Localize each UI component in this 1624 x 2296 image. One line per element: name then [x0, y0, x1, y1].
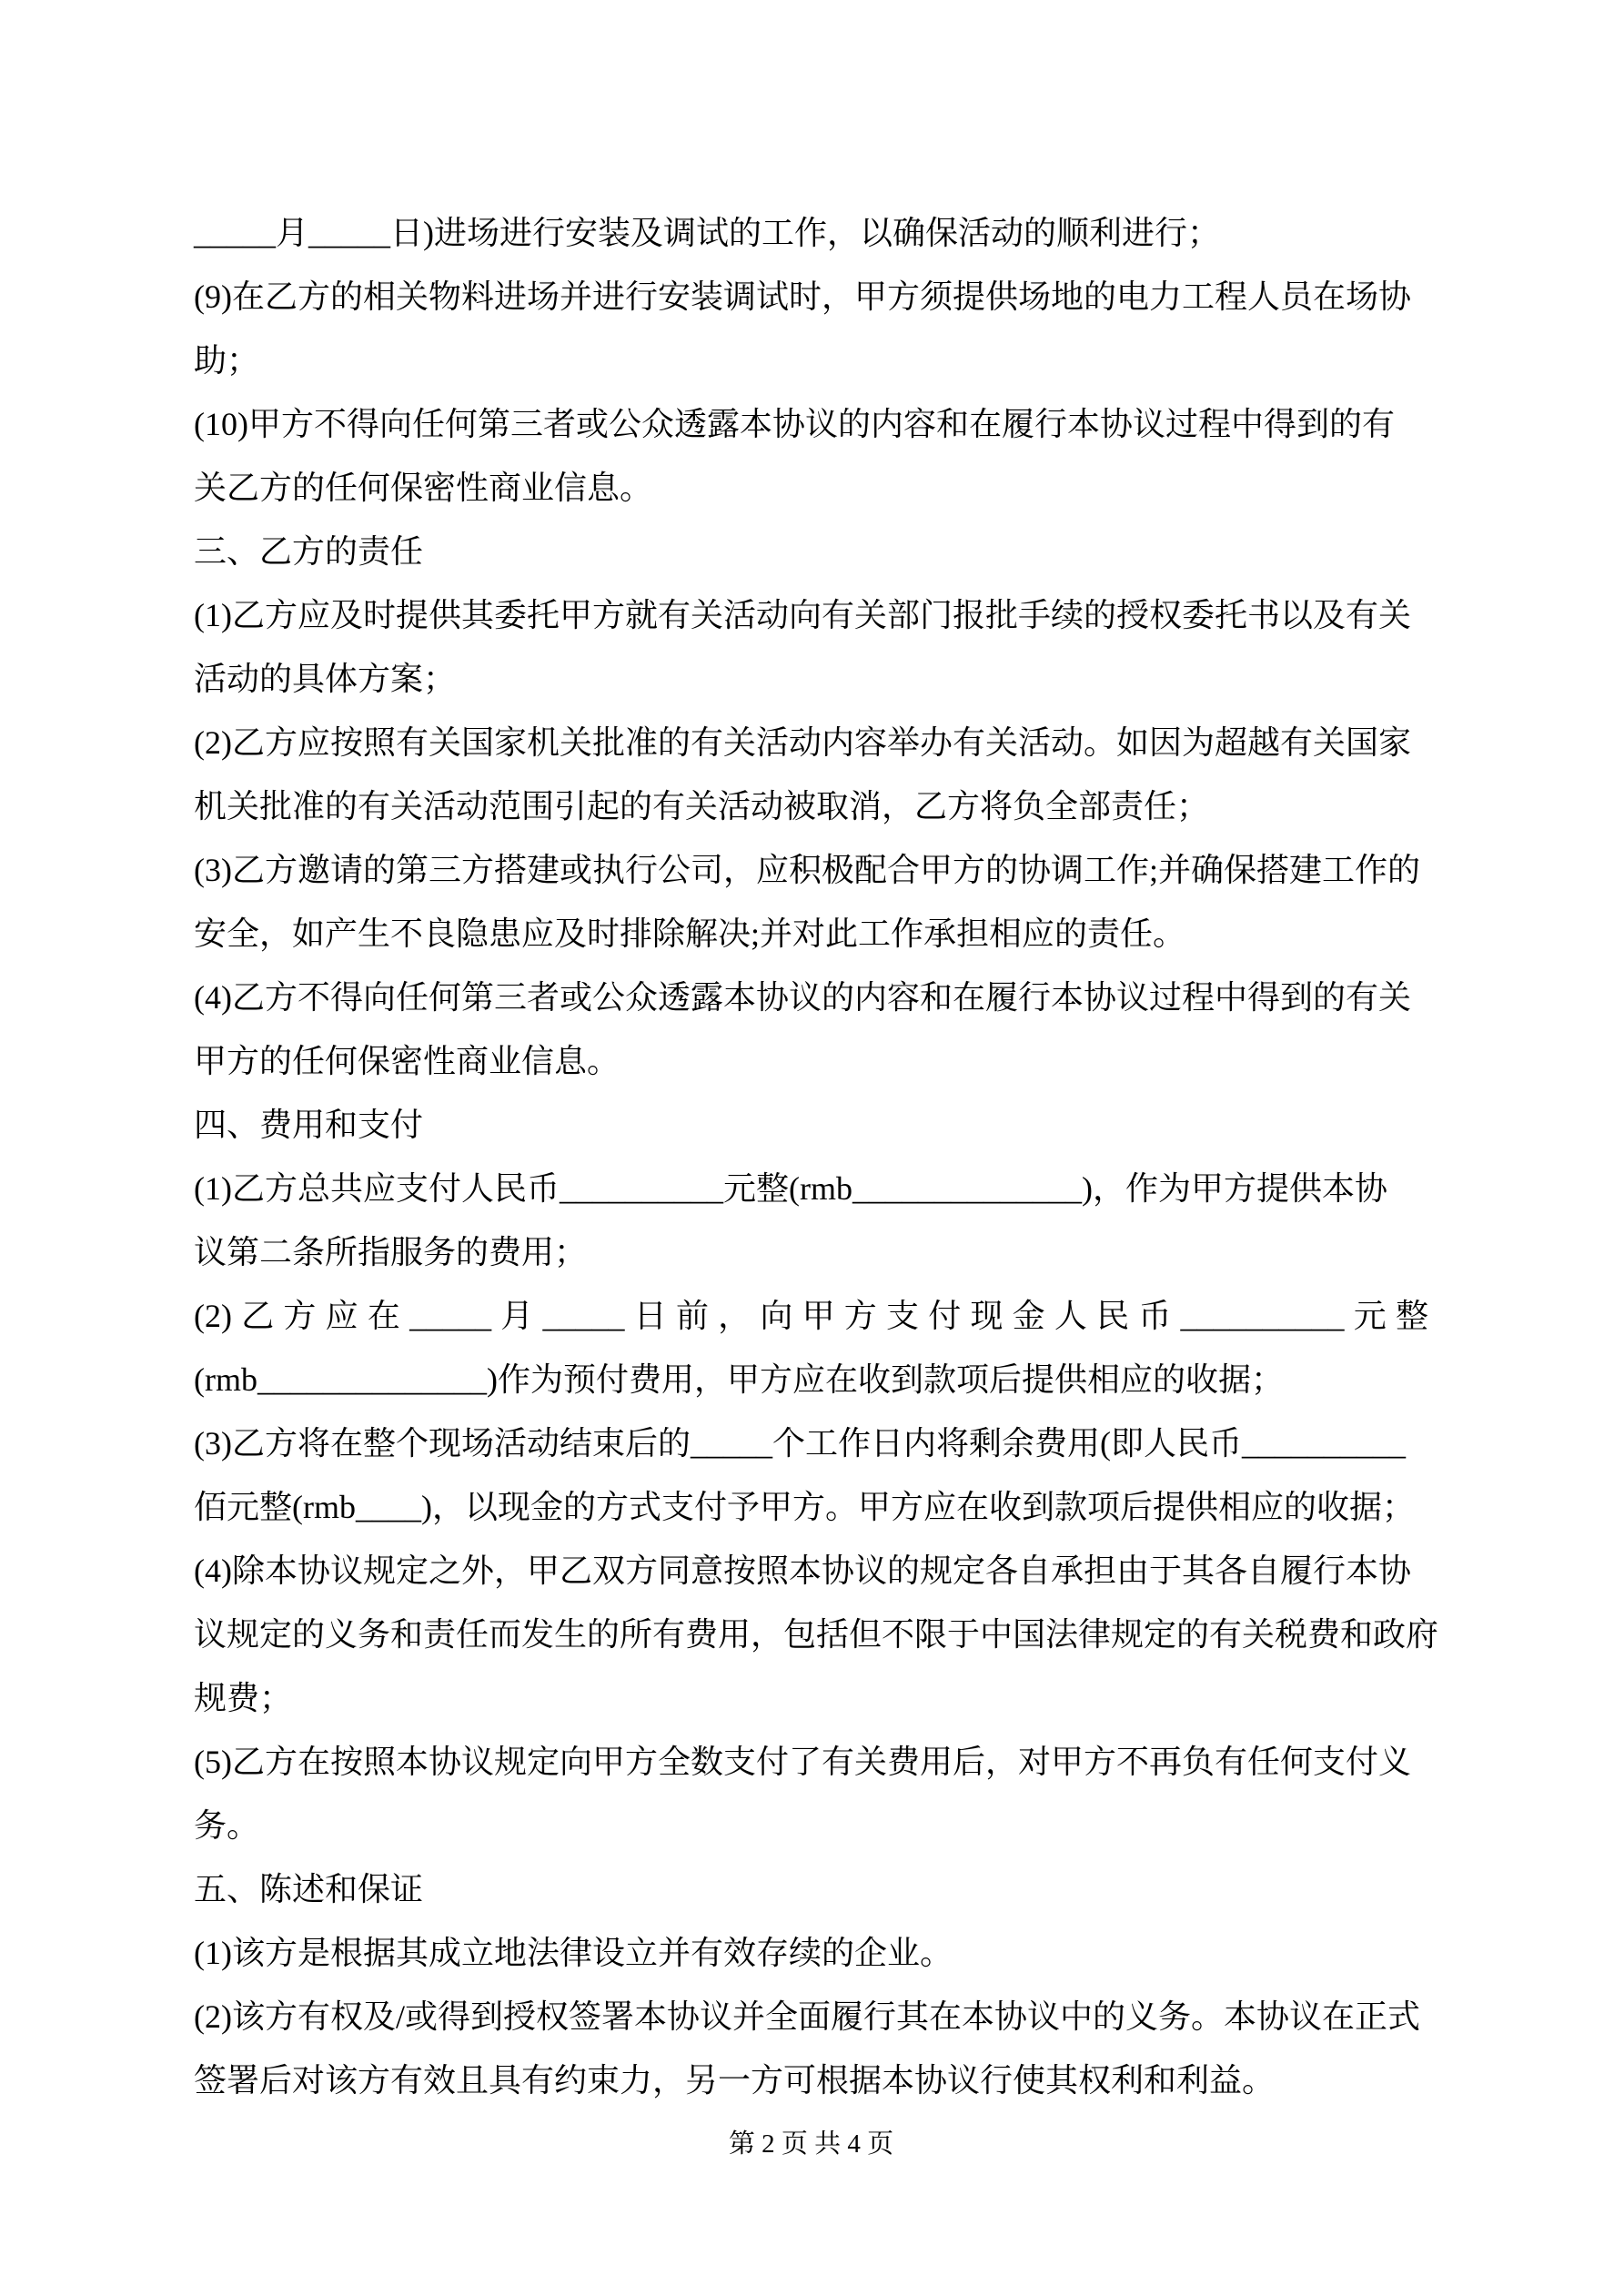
- text-line: 佰元整(rmb____)，以现金的方式支付予甲方。甲方应在收到款项后提供相应的收据；: [194, 1489, 1415, 1525]
- text-line: 议第二条所指服务的费用；: [194, 1234, 588, 1270]
- text-line: 三、乙方的责任: [194, 533, 424, 570]
- text-line: 甲方的任何保密性商业信息。: [194, 1043, 620, 1079]
- text-line: (9)在乙方的相关物料进场并进行安装调试时，甲方须提供场地的电力工程人员在场协: [194, 278, 1411, 315]
- text-line: 机关批准的有关活动范围引起的有关活动被取消，乙方将负全部责任；: [194, 788, 1210, 824]
- text-line: 四、费用和支付: [194, 1107, 424, 1143]
- text-line: 签署后对该方有效且具有约束力，另一方可根据本协议行使其权利和利益。: [194, 2062, 1276, 2099]
- text-line: (1)乙方应及时提供其委托甲方就有关活动向有关部门报批手续的授权委托书以及有关: [194, 597, 1411, 633]
- text-line: _____月_____日)进场进行安装及调试的工作，以确保活动的顺利进行；: [194, 215, 1220, 251]
- text-line: (4)乙方不得向任何第三者或公众透露本协议的内容和在履行本协议过程中得到的有关: [194, 979, 1411, 1016]
- text-line: 五、陈述和保证: [194, 1871, 424, 1907]
- text-line: (2)该方有权及/或得到授权签署本协议并全面履行其在本协议中的义务。本协议在正式: [194, 1998, 1420, 2035]
- text-line: 关乙方的任何保密性商业信息。: [194, 470, 653, 506]
- text-line: 助；: [194, 342, 260, 379]
- text-line: (3)乙方将在整个现场活动结束后的_____个工作日内将剩余费用(即人民币__________: [194, 1425, 1406, 1462]
- text-line: (1)乙方总共应支付人民币__________元整(rmb______________)，作为甲方提供本协: [194, 1170, 1387, 1207]
- text-line: 活动的具体方案；: [194, 661, 457, 697]
- text-line: (3)乙方邀请的第三方搭建或执行公司，应积极配合甲方的协调工作;并确保搭建工作的: [194, 852, 1420, 888]
- page-footer: 第 2 页 共 4 页: [728, 2129, 894, 2159]
- text-line: (2)乙方应按照有关国家机关批准的有关活动内容举办有关活动。如因为超越有关国家: [194, 724, 1411, 761]
- text-line: (4)除本协议规定之外，甲乙双方同意按照本协议的规定各自承担由于其各自履行本协: [194, 1553, 1411, 1589]
- text-line: (1)该方是根据其成立地法律设立并有效存续的企业。: [194, 1935, 953, 1971]
- text-line: (rmb______________)作为预付费用，甲方应在收到款项后提供相应的收据；: [194, 1361, 1284, 1398]
- text-line: 规费；: [194, 1680, 293, 1716]
- text-line: 议规定的义务和责任而发生的所有费用，包括但不限于中国法律规定的有关税费和政府: [194, 1616, 1439, 1653]
- text-line: (5)乙方在按照本协议规定向甲方全数支付了有关费用后，对甲方不再负有任何支付义: [194, 1744, 1411, 1780]
- text-line: 安全，如产生不良隐患应及时排除解决;并对此工作承担相应的责任。: [194, 915, 1186, 952]
- text-line: (2)乙方应在_____月_____日前，向甲方支付现金人民币__________元整: [194, 1298, 1428, 1334]
- text-line: (10)甲方不得向任何第三者或公众透露本协议的内容和在履行本协议过程中得到的有: [194, 406, 1395, 442]
- document-body: [194, 201, 1439, 2112]
- text-line: 务。: [194, 1807, 260, 1844]
